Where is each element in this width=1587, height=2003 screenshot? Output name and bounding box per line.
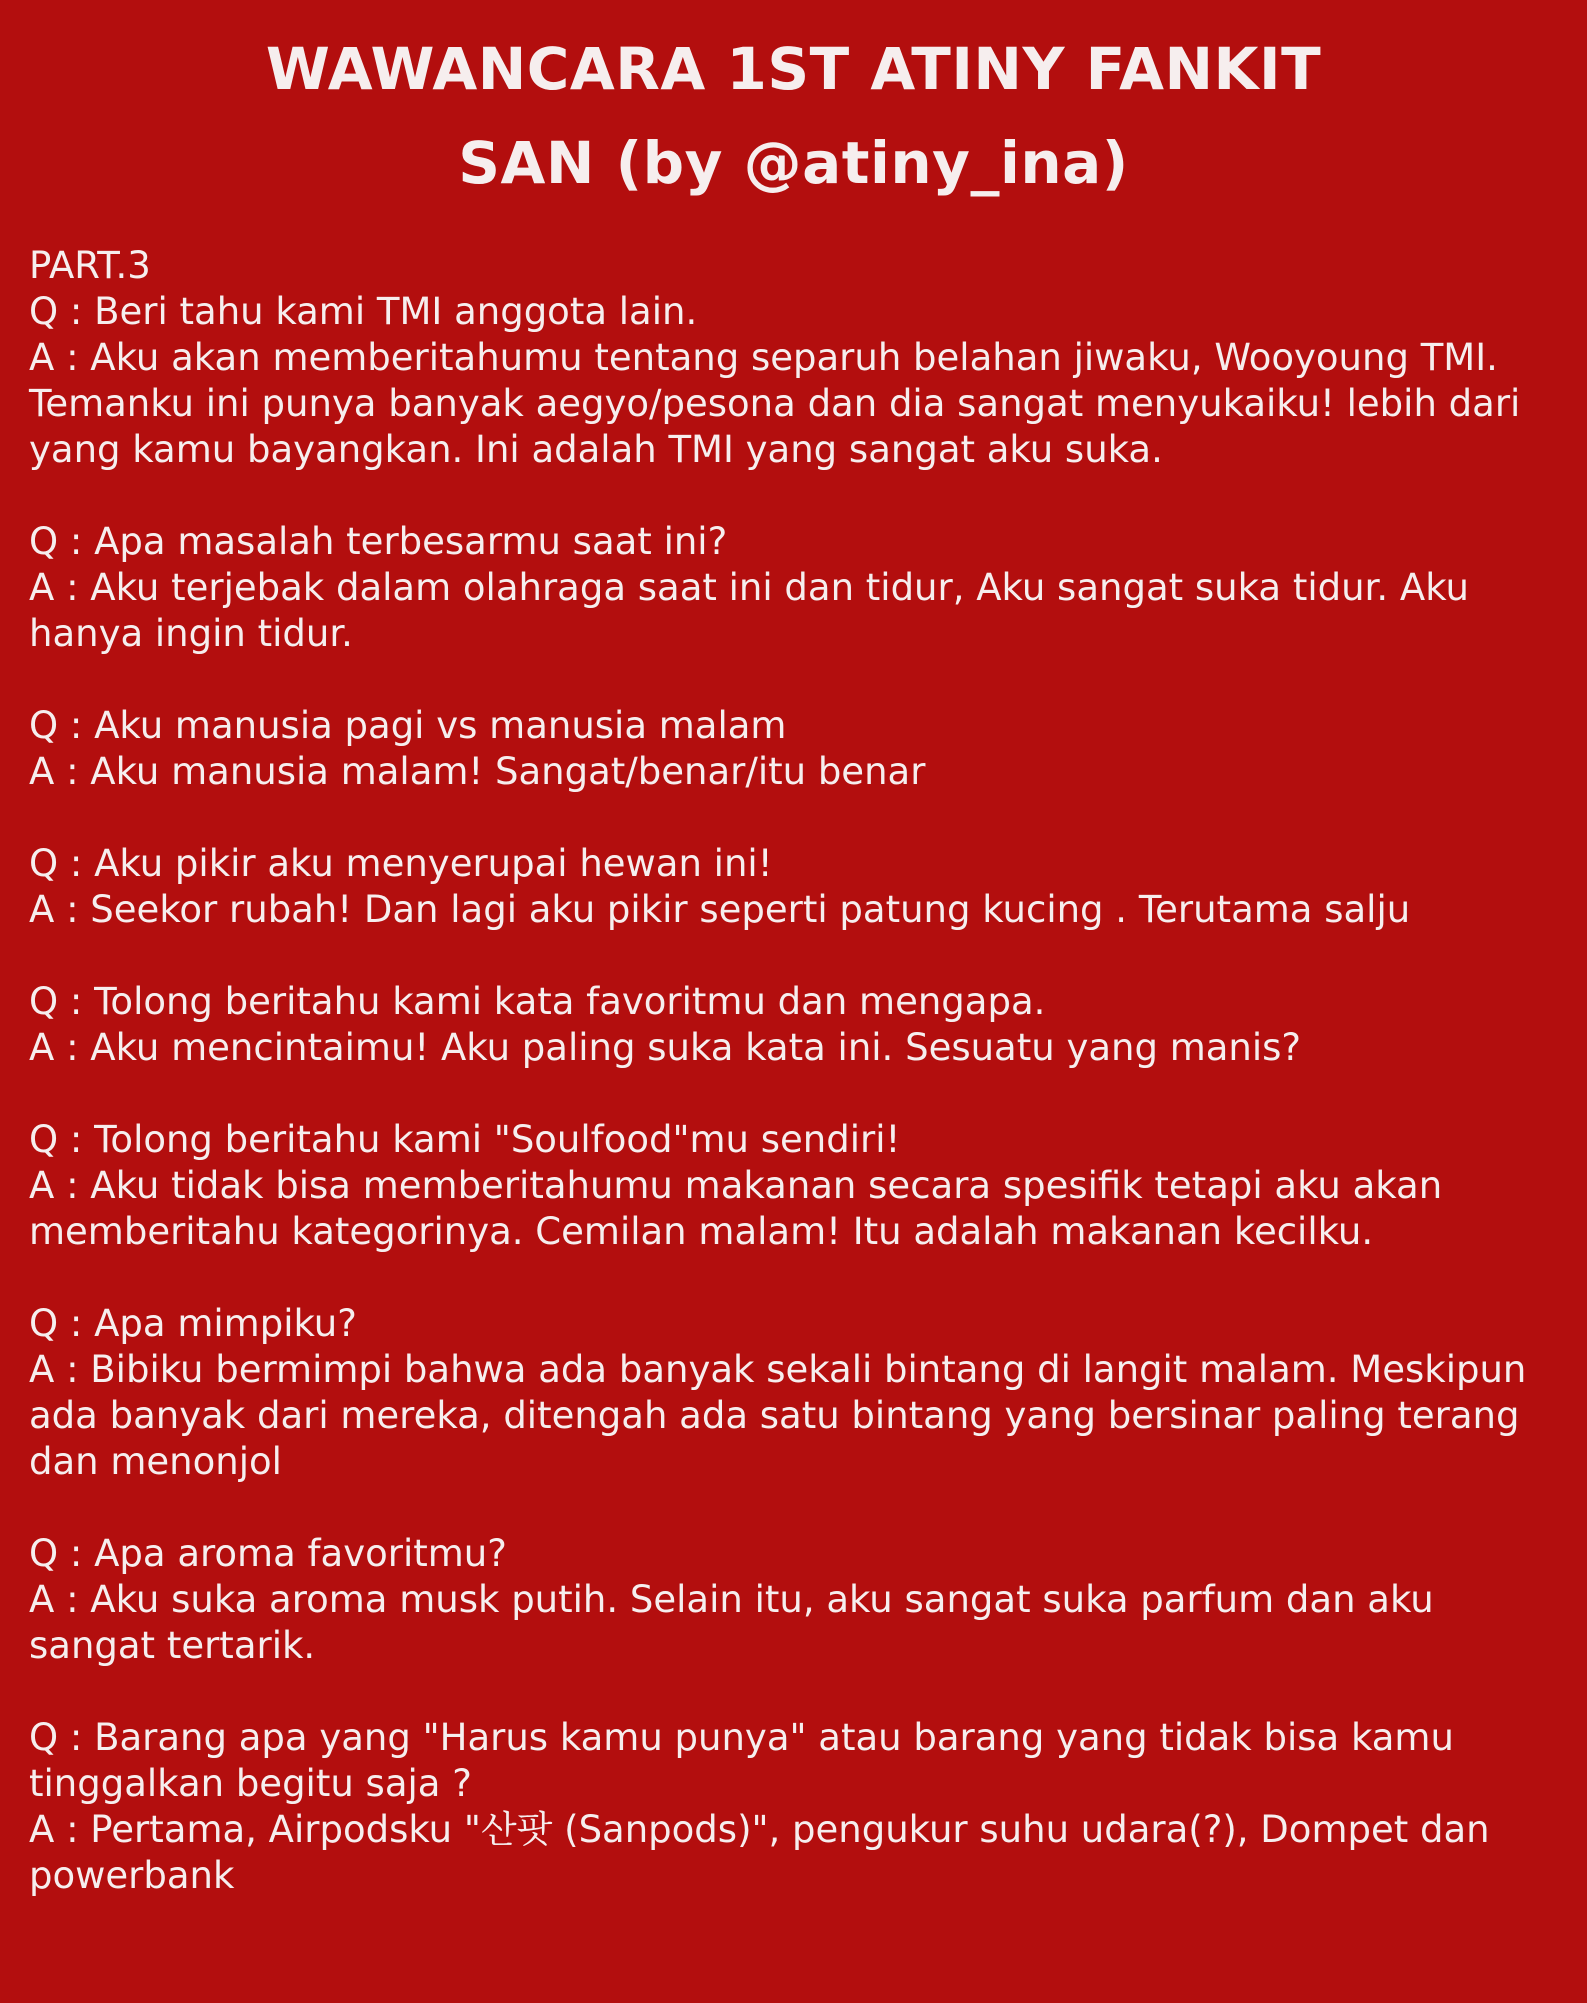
qa-block xyxy=(29,1715,1564,1899)
question-text: Q : Tolong beritahu kami "Soulfood"mu sendiri! xyxy=(29,1118,901,1161)
question-text: Q : Apa aroma favoritmu? xyxy=(29,1532,507,1575)
answer-text: A : Bibiku bermimpi bahwa ada banyak sekali bintang di langit malam. Meskipun ada banyak dari mereka, ditengah ada satu bintang yang bersinar paling terang dan menonjol xyxy=(29,1348,1527,1483)
answer-text: A : Seekor rubah! Dan lagi aku pikir seperti patung kucing . Terutama salju xyxy=(29,888,1411,931)
question-text: Q : Apa masalah terbesarmu saat ini? xyxy=(29,520,728,563)
answer-text: A : Aku akan memberitahumu tentang separuh belahan jiwaku, Wooyoung TMI. Temanku ini punya banyak aegyo/pesona dan dia sangat menyukaiku! lebih dari yang kamu bayangkan. Ini adalah TMI yang sangat aku suka. xyxy=(29,336,1521,471)
qa-block xyxy=(29,289,1564,473)
question-text: Q : Beri tahu kami TMI anggota lain. xyxy=(29,290,698,333)
qa-block xyxy=(29,979,1564,1071)
question-text: Q : Aku manusia pagi vs manusia malam xyxy=(29,704,787,747)
answer-text: A : Aku mencintaimu! Aku paling suka kata ini. Sesuatu yang manis? xyxy=(29,1026,1302,1069)
question-text: Q : Tolong beritahu kami kata favoritmu dan mengapa. xyxy=(29,980,1046,1023)
qa-block xyxy=(29,1117,1564,1255)
header xyxy=(0,22,1587,210)
answer-text: A : Aku tidak bisa memberitahumu makanan secara spesifik tetapi aku akan memberitahu kategorinya. Cemilan malam! Itu adalah makanan kecilku. xyxy=(29,1164,1443,1253)
question-text: Q : Barang apa yang "Harus kamu punya" atau barang yang tidak bisa kamu tinggalkan begitu saja ? xyxy=(29,1716,1454,1805)
title-line-2: SAN (by @atiny_ina) xyxy=(458,129,1129,197)
title-line-1: WAWANCARA 1ST ATINY FANKIT xyxy=(265,35,1322,103)
answer-text: A : Aku manusia malam! Sangat/benar/itu benar xyxy=(29,750,926,793)
question-text: Q : Aku pikir aku menyerupai hewan ini! xyxy=(29,842,773,885)
qa-block xyxy=(29,519,1564,657)
answer-text: A : Aku suka aroma musk putih. Selain itu, aku sangat suka parfum dan aku sangat tertarik. xyxy=(29,1578,1434,1667)
qa-block xyxy=(29,841,1564,933)
answer-text: A : Aku terjebak dalam olahraga saat ini dan tidur, Aku sangat suka tidur. Aku hanya ingin tidur. xyxy=(29,566,1469,655)
qa-block xyxy=(29,703,1564,795)
part-label: PART.3 xyxy=(29,244,151,287)
question-text: Q : Apa mimpiku? xyxy=(29,1302,357,1345)
qa-block xyxy=(29,1531,1564,1669)
interview-content xyxy=(29,243,1564,1899)
answer-text: A : Pertama, Airpodsku "산팟 (Sanpods)", pengukur suhu udara(?), Dompet dan powerbank xyxy=(29,1808,1490,1897)
qa-block xyxy=(29,1301,1564,1485)
